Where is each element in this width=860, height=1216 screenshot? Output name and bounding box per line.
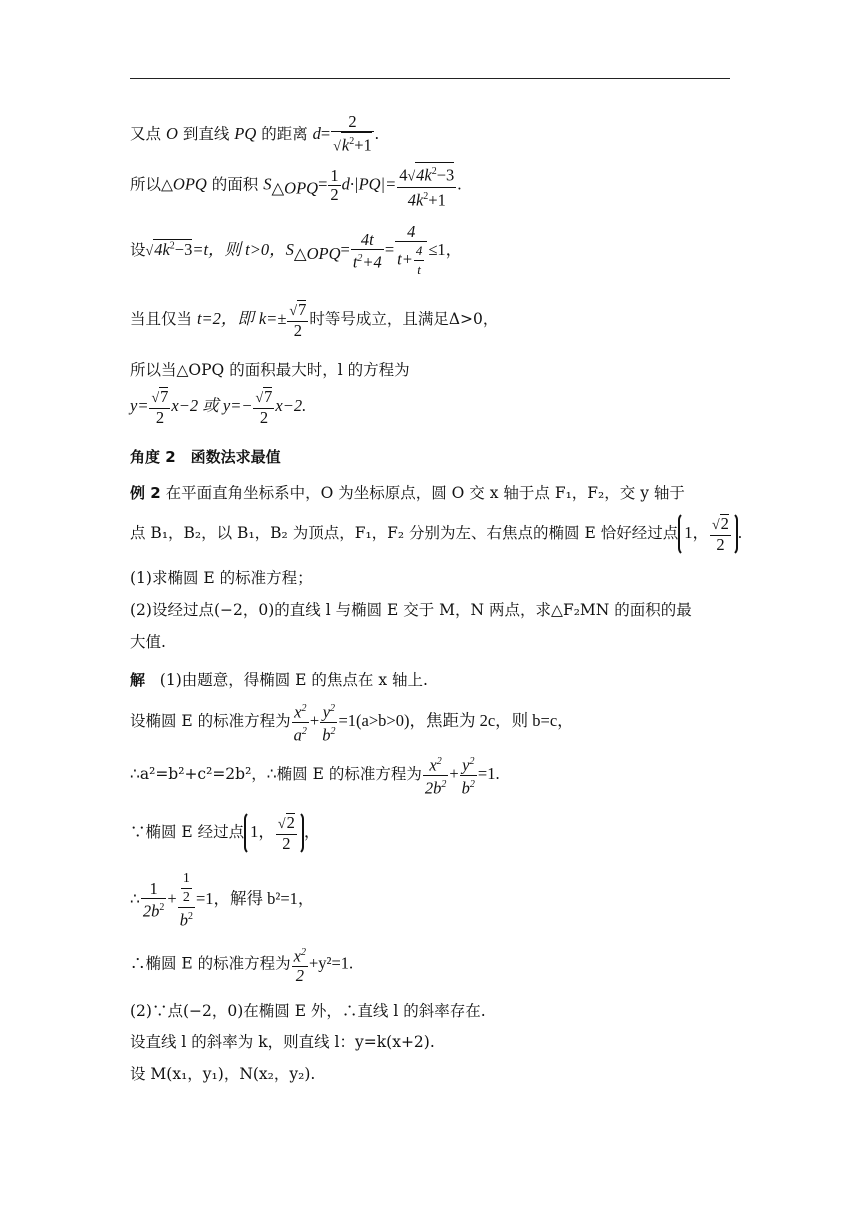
text: x−2 或 y=−	[171, 396, 253, 415]
fraction-x2-2b2	[423, 753, 449, 797]
subscript: △OPQ	[293, 244, 341, 264]
period: .	[457, 174, 462, 194]
var-s: S	[263, 174, 272, 194]
solution-line-6	[130, 944, 353, 985]
sqrt-sign: √	[277, 817, 286, 832]
line-equality	[130, 300, 498, 340]
text: 当且仅当	[130, 310, 193, 328]
denominator: b	[179, 910, 188, 930]
exponent: 2	[357, 252, 363, 264]
exponent: 2	[469, 778, 475, 790]
denominator: a	[293, 725, 302, 744]
numerator: 1	[182, 871, 190, 886]
exponent: 2	[423, 190, 429, 202]
numerator: x	[294, 702, 302, 722]
question-2: (2)设经过点(−2，0)的直线 l 与椭圆 E 交于 M，N 两点，求△F₂MN 的面积的最	[130, 601, 692, 619]
radicand: 2	[286, 813, 295, 832]
text: 又点	[130, 124, 162, 143]
eq: =	[320, 123, 331, 143]
header-rule	[130, 78, 730, 79]
solution-line-1	[130, 668, 428, 690]
period: .	[737, 523, 743, 542]
fraction-area	[397, 162, 456, 209]
text: ≤1，	[428, 240, 463, 259]
text: +4	[362, 252, 382, 272]
text: ∴a²=b²+c²=2b²，∴椭圆 E 的标准方程为	[130, 765, 422, 783]
fraction-distance	[331, 113, 374, 157]
denominator: 2	[182, 890, 190, 905]
denominator: 2	[292, 966, 308, 985]
denominator: b	[322, 725, 331, 744]
coef: 4	[399, 165, 408, 185]
text: −3	[436, 165, 455, 185]
var-d: d	[341, 174, 350, 194]
line-equation	[130, 387, 306, 427]
numerator: y	[322, 702, 331, 722]
fraction-sqrt7	[253, 387, 274, 427]
denominator: t	[414, 260, 425, 279]
question-1: (1)求椭圆 E 的标准方程；	[130, 569, 313, 587]
denominator: 2	[149, 408, 170, 427]
sqrt-sign: √	[333, 139, 341, 155]
sqrt-sign: √	[255, 391, 264, 406]
radicand: 4k	[154, 240, 170, 259]
var-opq: OPQ	[172, 174, 207, 194]
line-conclusion: 所以当△OPQ 的面积最大时，l 的方程为	[130, 361, 410, 379]
var-pq: PQ	[234, 123, 257, 143]
numerator: 1	[149, 878, 158, 898]
denominator: 2b	[142, 901, 160, 920]
denominator: 2	[253, 408, 274, 427]
text: t=2，即	[196, 309, 254, 328]
plus: +	[167, 888, 177, 908]
exponent: 2	[441, 778, 447, 790]
fraction-compound	[395, 223, 427, 279]
sqrt-sign: √	[145, 244, 154, 259]
numerator: x	[429, 755, 437, 775]
plus: +	[449, 764, 459, 783]
exponent: 2	[301, 947, 306, 958]
plus: +	[309, 711, 320, 730]
solution-line-2	[130, 700, 574, 744]
text: ∴椭圆 E 的标准方程为	[130, 954, 291, 973]
solution-line-9: 设 M(x₁，y₁)，N(x₂，y₂).	[130, 1065, 316, 1083]
fraction-half	[328, 167, 340, 204]
section-heading: 角度 2 函数法求最值	[130, 448, 281, 466]
solution-label: 解	[130, 671, 146, 689]
numerator: 4	[415, 243, 423, 258]
exponent: 2	[330, 725, 336, 737]
exponent: 2	[159, 901, 165, 913]
fraction-y2b2	[320, 700, 337, 744]
text: ∴	[130, 889, 140, 908]
solution-line-4	[130, 811, 320, 855]
exponent: 2	[330, 703, 336, 714]
point-paren	[678, 512, 738, 556]
solution-line-3	[130, 753, 500, 797]
radicand: 7	[298, 300, 307, 319]
text: k=±	[258, 309, 287, 328]
text: 点 B₁，B₂，以 B₁，B₂ 为顶点，F₁，F₂ 分别为左、右焦点的椭圆 E 恰好经过点	[130, 524, 679, 542]
subscript: △OPQ	[271, 178, 319, 198]
text: 时等号成立，且满足Δ>0，	[309, 310, 499, 328]
numerator: 4	[407, 222, 416, 241]
text: 设	[130, 241, 146, 259]
example-line-1	[130, 481, 685, 503]
solution-line-5	[130, 870, 314, 930]
line-area	[130, 162, 461, 209]
denominator: 2	[287, 321, 308, 340]
text: +1	[428, 190, 446, 209]
denominator: 2b	[424, 778, 442, 797]
exponent: 2	[301, 725, 307, 737]
eq: =	[340, 240, 350, 259]
text: t+	[397, 249, 413, 269]
line-distance	[130, 113, 379, 157]
var-s: S	[285, 240, 294, 259]
sqrt-sign: √	[289, 304, 298, 319]
denominator: b	[461, 778, 470, 797]
fraction-1-2b2	[141, 880, 167, 921]
text: 到直线	[182, 124, 230, 143]
text: =1(a>b>0)，焦距为 2c，则 b=c，	[338, 711, 574, 730]
denominator: 2	[276, 834, 297, 853]
text: 在平面直角坐标系中，O 为坐标原点，圆 O 交 x 轴于点 F₁，F₂，交 y 轴于	[165, 484, 685, 502]
period: .	[374, 123, 379, 143]
text: ∵椭圆 E 经过点	[130, 823, 245, 841]
text: y=	[130, 396, 149, 415]
radicand: 4k	[416, 165, 432, 185]
question-2-cont: 大值.	[130, 633, 166, 651]
fraction-y2b2	[460, 753, 477, 797]
radicand: 7	[264, 387, 273, 406]
example-label: 例 2	[130, 484, 161, 502]
denominator: 4k	[407, 190, 424, 209]
fraction-x2-2	[292, 944, 308, 985]
fraction-x2a2	[292, 700, 309, 744]
text: 所以△	[130, 175, 173, 194]
text: x−2.	[275, 396, 307, 415]
numerator: 1	[330, 166, 339, 185]
exponent: 2	[169, 240, 175, 252]
text: −3	[174, 240, 193, 259]
line-substitution: 设$√4k^2-3=t$，则 t>0，$S_{\triangle OPQ}=$ $\frac{4t}{t^2+4}$ = 4 t+ $\frac{4}{t}$ ≤1，	[130, 222, 463, 277]
example-line-2	[130, 512, 742, 556]
sqrt-sign: √	[711, 518, 720, 533]
exponent: 2	[187, 911, 193, 922]
text: 1，	[684, 522, 709, 542]
numerator: 2	[348, 112, 357, 131]
text: +y²=1.	[309, 953, 354, 973]
denominator: t	[352, 252, 358, 272]
radicand: 2	[720, 514, 729, 533]
exponent: 2	[349, 136, 355, 147]
eq: =	[318, 174, 328, 194]
sqrt-sign: √	[407, 169, 416, 185]
denominator: 2	[710, 535, 731, 554]
fraction-4t	[351, 231, 384, 272]
radicand: 7	[160, 387, 169, 406]
var-k: k	[341, 135, 350, 155]
text: +1	[354, 135, 372, 155]
text: =1.	[477, 764, 500, 783]
fraction-sqrt7	[149, 387, 170, 427]
solution-line-7: (2)∵点(−2，0)在椭圆 E 外，∴直线 l 的斜率存在.	[130, 1002, 486, 1020]
exponent: 2	[436, 756, 442, 767]
text: ，	[303, 822, 321, 841]
point-paren	[244, 811, 304, 855]
text: 的距离	[261, 124, 308, 143]
var-d: d	[312, 123, 321, 143]
numerator: y	[462, 755, 470, 775]
fraction-compound-half	[178, 870, 195, 930]
numerator: 4t	[360, 229, 374, 249]
text: 1，	[250, 821, 275, 841]
text: 的面积	[211, 175, 259, 194]
numerator: x	[293, 946, 301, 966]
exponent: 2	[431, 166, 437, 177]
exponent: 2	[301, 703, 307, 714]
text: (1)由题意，得椭圆 E 的焦点在 x 轴上.	[159, 671, 428, 689]
exponent: 2	[469, 756, 475, 767]
text: =t，则 t>0，	[192, 240, 286, 259]
text: ·|PQ|=	[349, 174, 397, 194]
fraction-sqrt7	[287, 300, 308, 340]
text: 设椭圆 E 的标准方程为	[130, 712, 291, 730]
var-o: O	[165, 123, 178, 143]
solution-line-8: 设直线 l 的斜率为 k，则直线 l：y=k(x+2).	[130, 1033, 435, 1051]
denominator: 2	[330, 185, 339, 204]
text: =1，解得 b²=1，	[195, 888, 315, 908]
sqrt-sign: √	[151, 391, 160, 406]
